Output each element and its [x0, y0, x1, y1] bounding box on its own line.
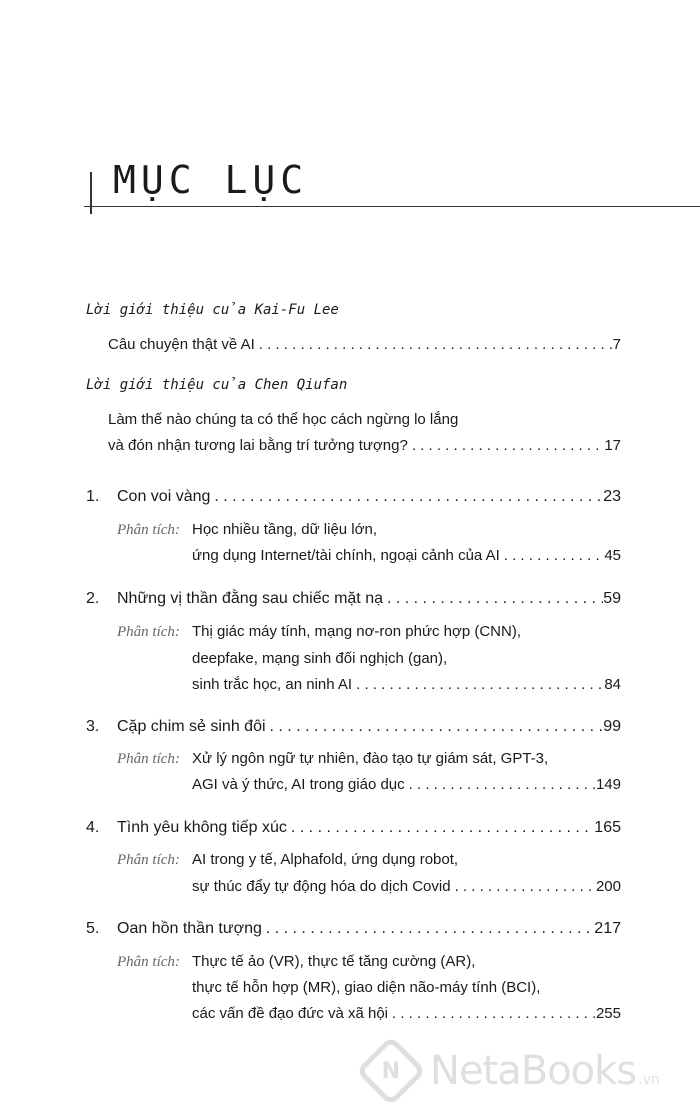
page-number: 149 — [595, 776, 621, 793]
dot-leader — [287, 818, 594, 838]
intro-heading-chen-qiufan: Lời giới thiệu của Chen Qiufan — [86, 377, 348, 393]
page-number: 17 — [604, 437, 621, 454]
dot-leader — [500, 546, 605, 566]
analysis-line: deepfake, mạng sinh đối nghịch (gan), — [192, 650, 448, 667]
page-number: 45 — [604, 547, 621, 564]
chapter-number: 2. — [86, 590, 100, 607]
dot-leader — [255, 335, 613, 355]
toc-entry-chapter-2[interactable] — [117, 589, 621, 609]
netabooks-logo-icon: N — [356, 1036, 427, 1107]
dot-leader — [262, 919, 594, 939]
chapter-title: Cặp chim sẻ sinh đôi — [117, 718, 266, 735]
analysis-line: Thị giác máy tính, mạng nơ-ron phức hợp (CNN), — [192, 623, 521, 640]
toc-entry-chapter-3[interactable] — [117, 717, 621, 737]
page-number: 84 — [604, 676, 621, 693]
toc-entry-chapter-4[interactable] — [117, 818, 621, 838]
toc-entry-analysis-5[interactable] — [192, 1004, 621, 1024]
chapter-number: 1. — [86, 488, 100, 505]
watermark — [366, 1046, 660, 1096]
watermark-text: NetaBooks — [430, 1048, 637, 1094]
chapter-title: Tình yêu không tiếp xúc — [117, 819, 287, 836]
analysis-line: sinh trắc học, an ninh AI — [192, 676, 353, 693]
chapter-number: 4. — [86, 819, 100, 836]
analysis-line: ứng dụng Internet/tài chính, ngoại cảnh của AI — [192, 547, 500, 564]
entry-title: và đón nhận tương lai bằng trí tưởng tượng? — [108, 437, 408, 454]
dot-leader — [266, 717, 604, 737]
analysis-label: Phân tích: — [117, 522, 180, 538]
toc-entry-analysis-2[interactable] — [192, 675, 621, 695]
analysis-label: Phân tích: — [117, 751, 180, 767]
analysis-label: Phân tích: — [117, 624, 180, 640]
dot-leader — [352, 675, 604, 695]
page-number: 23 — [603, 488, 621, 505]
chapter-number: 3. — [86, 718, 100, 735]
entry-title: Câu chuyện thật về AI — [108, 336, 255, 353]
analysis-line: thực tế hỗn hợp (MR), giao diện não-máy tính (BCI), — [192, 979, 541, 996]
toc-entry-analysis-1[interactable] — [192, 546, 621, 566]
analysis-line: AGI và ý thức, AI trong giáo dục — [192, 776, 405, 793]
dot-leader — [408, 436, 604, 456]
chapter-number: 5. — [86, 920, 100, 937]
analysis-line: các vấn đề đạo đức và xã hội — [192, 1005, 388, 1022]
chapter-title: Oan hồn thần tượng — [117, 920, 262, 937]
analysis-line: Xử lý ngôn ngữ tự nhiên, đào tạo tự giám sát, GPT-3, — [192, 750, 549, 767]
title-horizontal-rule — [84, 206, 700, 207]
page-number: 99 — [603, 718, 621, 735]
watermark-suffix: .vn — [638, 1072, 660, 1088]
analysis-line: AI trong y tế, Alphafold, ứng dụng robot, — [192, 851, 459, 868]
chapter-title: Những vị thần đằng sau chiếc mặt nạ — [117, 590, 383, 607]
chapter-title: Con voi vàng — [117, 488, 211, 505]
toc-entry-chapter-1[interactable] — [117, 487, 621, 507]
title-vertical-rule — [90, 172, 92, 214]
toc-entry-intro-2[interactable] — [108, 436, 621, 456]
toc-entry-intro-1[interactable] — [108, 335, 621, 355]
dot-leader — [405, 775, 596, 795]
dot-leader — [388, 1004, 596, 1024]
toc-entry-analysis-3[interactable] — [192, 775, 621, 795]
toc-entry-chapter-5[interactable] — [117, 919, 621, 939]
dot-leader — [451, 877, 596, 897]
analysis-label: Phân tích: — [117, 852, 180, 868]
toc-entry-analysis-4[interactable] — [192, 877, 621, 897]
page-number: 7 — [612, 336, 621, 353]
page-number: 200 — [595, 878, 621, 895]
analysis-line: Học nhiều tầng, dữ liệu lớn, — [192, 521, 377, 538]
page-number: 59 — [603, 590, 621, 607]
intro-heading-kai-fu-lee: Lời giới thiệu của Kai-Fu Lee — [86, 302, 339, 318]
page-number: 165 — [594, 819, 621, 836]
dot-leader — [383, 589, 603, 609]
analysis-label: Phân tích: — [117, 954, 180, 970]
page-number: 217 — [594, 920, 621, 937]
dot-leader — [210, 487, 603, 507]
analysis-line: Thực tế ảo (VR), thực tế tăng cường (AR), — [192, 953, 476, 970]
analysis-line: sự thúc đẩy tự động hóa do dịch Covid — [192, 878, 451, 895]
page-title: MỤC LỤC — [113, 158, 309, 202]
entry-title-line: Làm thế nào chúng ta có thể học cách ngừng lo lắng — [108, 411, 459, 428]
page-number: 255 — [595, 1005, 621, 1022]
